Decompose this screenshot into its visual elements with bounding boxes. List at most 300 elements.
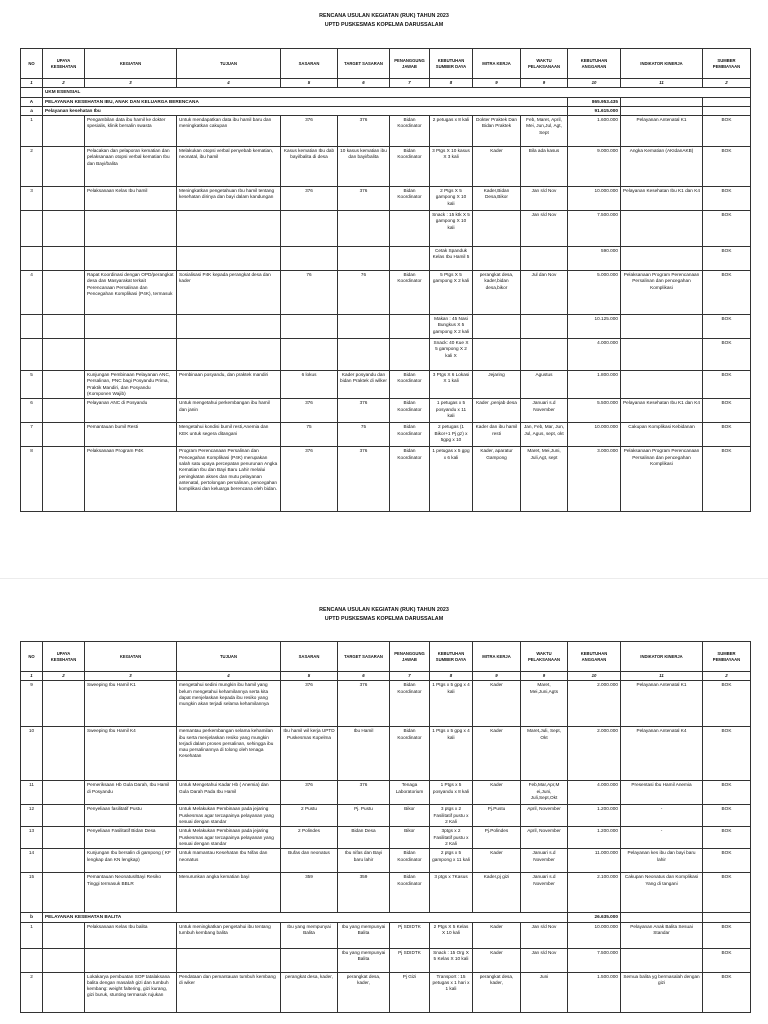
cell-target: 376 (338, 681, 390, 727)
cell-indikator (621, 315, 703, 339)
cell-upaya (43, 147, 85, 187)
cell-mitra: Kader (473, 727, 521, 781)
table-row (21, 805, 751, 827)
column-header: SASARAN (281, 49, 338, 79)
cell-mitra: Dokter Praktek Dan Bidan Praktek (473, 116, 521, 147)
cell-anggaran: 1.500.000 (568, 972, 621, 1012)
column-number: 6 (338, 672, 390, 681)
cell-target (338, 315, 390, 339)
cell-target: 376 (338, 781, 390, 805)
cell-pj: Bidan Koordinator (390, 447, 430, 512)
column-number: 4 (177, 672, 281, 681)
cell-waktu: Jan s/d Nov (521, 922, 568, 948)
column-header: KEGIATAN (85, 642, 177, 672)
cell-sasaran: 2 Pustu (281, 805, 338, 827)
cell-kegiatan: Rapat Koordinasi dengan OPD/perangkat desa dan Masyarakat terkait Perencanaan Persalinan dan Pencegahan Komplikasi (P4K), termasuk (85, 271, 177, 315)
cell-waktu: Januari s.d November (521, 399, 568, 423)
column-number: 9 (473, 79, 521, 88)
column-header: KEBUTUHAN SUMBER DAYA (430, 642, 473, 672)
cell-sd: Snack : 15 ktk X 5 gampong X 10 kali (430, 211, 473, 247)
cell-sumber: BOK (703, 315, 751, 339)
cell-sasaran (281, 948, 338, 972)
cell-no: 7 (21, 423, 43, 447)
cell-no (21, 247, 43, 271)
cell-pj (390, 211, 430, 247)
table-row (21, 849, 751, 873)
cell-target: 376 (338, 187, 390, 211)
column-header: INDIKATOR KINERJA (621, 642, 703, 672)
cell-anggaran: 1.600.000 (568, 116, 621, 147)
cell-waktu: Maret,Juli, Sept, Okt (521, 727, 568, 781)
cell-mitra: Kader dan ibu hamil resti (473, 423, 521, 447)
cell-mitra: Kader,Bidan Desa,Bikor (473, 187, 521, 211)
cell-waktu (521, 315, 568, 339)
cell-anggaran: 1.800.000 (568, 371, 621, 399)
column-header: SUMBER PEMBIAYAAN (703, 49, 751, 79)
cell-kegiatan (85, 247, 177, 271)
cell-sumber: BOK (703, 271, 751, 315)
section-label: UKM ESENSIAL (43, 88, 751, 97)
table-row (21, 116, 751, 147)
cell-pj: Bidan Koordinator (390, 116, 430, 147)
cell-waktu: Agustus (521, 371, 568, 399)
cell-tujuan: Untuk Melakukan Pembinaan pada jejaring Puskesmas agar tercapainya pelayanan yang sesuai dengan standar (177, 805, 281, 827)
cell-upaya (43, 922, 85, 948)
cell-tujuan: Program Perencanaan Persalinan dan Pencegahan Komplikasi (P4K) merupakan salah satu upaya percepatan penurunan Angka Kematian Ibu dan Bayi Baru Lahir melalui peningkatan akses dan mutu pelayanan antenatal, pertolongan persalinan, pencegahan komplikasi dan keluarga berencana oleh bidan. (177, 447, 281, 512)
cell-waktu: Jan s/d Nov (521, 948, 568, 972)
cell-upaya (43, 781, 85, 805)
column-header: PENANGGUNG JAWAB (390, 49, 430, 79)
cell-sasaran (281, 339, 338, 371)
cell-anggaran: 10.000.000 (568, 187, 621, 211)
header-row (21, 642, 751, 672)
table-row (21, 781, 751, 805)
column-number: 8 (430, 79, 473, 88)
cell-upaya (43, 805, 85, 827)
document-title: RENCANA USULAN KEGIATAN (RUK) TAHUN 2023 (319, 607, 449, 613)
cell-kegiatan: Penyeliaan fasilitatif Pustu (85, 805, 177, 827)
cell-indikator: Pelayanan Antenatal K1 (621, 116, 703, 147)
cell-sumber: BOK (703, 399, 751, 423)
cell-no (21, 339, 43, 371)
cell-target: perangkat desa, kader, (338, 972, 390, 1012)
cell-pj (390, 315, 430, 339)
cell-anggaran: 10.000.000 (568, 922, 621, 948)
cell-sasaran: 376 (281, 187, 338, 211)
cell-no: 4 (21, 271, 43, 315)
section-amount: 91.615.000 (568, 106, 621, 115)
cell-kegiatan: Sweeping Ibu Hamil K4 (85, 727, 177, 781)
cell-sumber: BOK (703, 873, 751, 913)
cell-upaya (43, 339, 85, 371)
cell-indikator (621, 247, 703, 271)
cell-tujuan (177, 211, 281, 247)
table-row (21, 423, 751, 447)
table-row (21, 948, 751, 972)
cell-mitra (473, 315, 521, 339)
table-row (21, 211, 751, 247)
cell-sd: 2 Ptgs X 5 gampong X 10 kali (430, 187, 473, 211)
ruk-table (20, 48, 751, 512)
table-row (21, 681, 751, 727)
column-number: 4 (177, 79, 281, 88)
cell-anggaran: 3.000.000 (568, 447, 621, 512)
cell-kegiatan: Pelaksanaan Kelas Ibu hamil (85, 187, 177, 211)
column-number: 11 (621, 672, 703, 681)
cell-pj: Bikor (390, 827, 430, 849)
section-blank (621, 913, 703, 922)
cell-tujuan (177, 339, 281, 371)
column-number: 2 (703, 672, 751, 681)
cell-sasaran: perangkat desa, kader, (281, 972, 338, 1012)
cell-sd: 1 petugas x 5 posyandu x 11 kali (430, 399, 473, 423)
column-number: 2 (43, 672, 85, 681)
cell-upaya (43, 116, 85, 147)
cell-indikator (621, 371, 703, 399)
cell-anggaran: 10.000.000 (568, 423, 621, 447)
section-blank (703, 106, 751, 115)
cell-indikator: Angka Kematian (AKIdanAKB) (621, 147, 703, 187)
column-number: 6 (338, 79, 390, 88)
cell-waktu: Jul dan Nov (521, 271, 568, 315)
section-label: PELAYANAN KESEHATAN IBU, ANAK DAN KELUARGA BERENCANA (43, 97, 568, 106)
cell-upaya (43, 211, 85, 247)
column-header: UPAYA KESEHATAN (43, 49, 85, 79)
cell-mitra (473, 211, 521, 247)
cell-indikator (621, 211, 703, 247)
cell-no: 10 (21, 727, 43, 781)
cell-upaya (43, 271, 85, 315)
cell-waktu: Maret, Mei,Juni, Juli,Agt, sept (521, 447, 568, 512)
cell-indikator: Semua balita yg bermasalah dengan gizi (621, 972, 703, 1012)
column-header: TUJUAN (177, 642, 281, 672)
cell-anggaran: 5.000.000 (568, 271, 621, 315)
column-number-row (21, 672, 751, 681)
column-header: SUMBER PEMBIAYAAN (703, 642, 751, 672)
section-blank (703, 913, 751, 922)
cell-tujuan: Menurunkan angka kematian bayi (177, 873, 281, 913)
cell-waktu: April, November (521, 805, 568, 827)
cell-anggaran: 2.100.000 (568, 873, 621, 913)
section-amount: 26.635.000 (568, 913, 621, 922)
column-header: WAKTU PELAKSANAAN (521, 642, 568, 672)
cell-anggaran: 5.500.000 (568, 399, 621, 423)
table-row (21, 371, 751, 399)
table-row (21, 922, 751, 948)
cell-sasaran: 75 (281, 423, 338, 447)
cell-tujuan: Pembinaan posyandu, dan praktek mandiri (177, 371, 281, 399)
column-number: 5 (281, 672, 338, 681)
ruk-table (20, 641, 751, 1013)
cell-sasaran (281, 315, 338, 339)
column-header: MITRA KERJA (473, 49, 521, 79)
cell-tujuan (177, 315, 281, 339)
cell-tujuan: Untuk Melakukan Pembinaan pada jejaring Puskesmas agar tercapainya pelayanan yang sesuai dengan standar (177, 827, 281, 849)
cell-kegiatan: Pelayanan ANC di Posyandu (85, 399, 177, 423)
cell-sumber: BOK (703, 116, 751, 147)
cell-sumber: BOK (703, 187, 751, 211)
cell-mitra: Pj.Polindes (473, 827, 521, 849)
cell-pj (390, 339, 430, 371)
cell-sd: 2 Ptgs X 5 Kelas X 10 kali (430, 922, 473, 948)
cell-sd: Cetak Spanduk Kelas Ibu Hamil 5 (430, 247, 473, 271)
cell-sd: Makan : 45 Nasi Bungkus X 5 gampong X 2 kali (430, 315, 473, 339)
column-number-row (21, 79, 751, 88)
subsection-a-row (21, 106, 751, 115)
cell-anggaran: 1.200.000 (568, 805, 621, 827)
section-code: a (21, 106, 43, 115)
column-number: 8 (430, 672, 473, 681)
cell-sumber: BOK (703, 948, 751, 972)
table-row (21, 727, 751, 781)
cell-indikator: Presentasi Ibu Hamil Anemia (621, 781, 703, 805)
cell-pj: Tenaga Laboratorium (390, 781, 430, 805)
cell-no: 1 (21, 116, 43, 147)
section-label: PELAYANAN KESEHATAN BALITA (43, 913, 568, 922)
cell-anggaran: 7.500.000 (568, 211, 621, 247)
cell-sd: 1 petugas x 5 gpg x 6 kali (430, 447, 473, 512)
cell-sd: 2 petugas x 8 kali (430, 116, 473, 147)
ukm-row (21, 88, 751, 97)
cell-kegiatan: Pelaksanaan Kelas Ibu balita (85, 922, 177, 948)
cell-kegiatan: Pengambilan data ibu hamil ke dokter spesialis, klinik bersalin swasta (85, 116, 177, 147)
cell-sasaran: 359 (281, 873, 338, 913)
column-number: 3 (85, 672, 177, 681)
cell-upaya (43, 948, 85, 972)
cell-tujuan (177, 247, 281, 271)
cell-target (338, 339, 390, 371)
cell-target: Pj. Pustu (338, 805, 390, 827)
cell-sasaran: Kasus kematian Ibu dab bayi/balita di desa (281, 147, 338, 187)
cell-kegiatan (85, 315, 177, 339)
cell-sumber: BOK (703, 805, 751, 827)
cell-anggaran: 2.000.000 (568, 681, 621, 727)
column-header: WAKTU PELAKSANAAN (521, 49, 568, 79)
cell-no: 3 (21, 187, 43, 211)
cell-indikator: - (621, 827, 703, 849)
table-row (21, 247, 751, 271)
cell-sasaran: 376 (281, 116, 338, 147)
cell-tujuan: Untuk mengetahui perkembangan ibu hamil dan janin (177, 399, 281, 423)
column-number: 3 (85, 79, 177, 88)
cell-no: 5 (21, 371, 43, 399)
column-number: 1 (21, 672, 43, 681)
cell-sumber: BOK (703, 681, 751, 727)
column-number: 9 (521, 79, 568, 88)
cell-target: Ibu nifas dan Bayi baru lahir (338, 849, 390, 873)
cell-sd: 3ptgs x 2 Fasilitatif pustu x 2 Kali (430, 827, 473, 849)
column-header: KEBUTUHAN SUMBER DAYA (430, 49, 473, 79)
cell-upaya (43, 371, 85, 399)
cell-tujuan (177, 948, 281, 972)
cell-mitra: Kader (473, 948, 521, 972)
column-number: 7 (390, 672, 430, 681)
cell-mitra: Kader, aparatur Gampong (473, 447, 521, 512)
cell-upaya (43, 423, 85, 447)
cell-indikator: Pelayanan Anak Balita Sesuai Standar (621, 922, 703, 948)
column-header: MITRA KERJA (473, 642, 521, 672)
table-row (21, 399, 751, 423)
cell-waktu: Bila ada kasus (521, 147, 568, 187)
cell-target: 376 (338, 116, 390, 147)
section-blank (703, 97, 751, 106)
cell-anggaran: 1.200.000 (568, 827, 621, 849)
cell-indikator: - (621, 805, 703, 827)
column-number: 2 (43, 79, 85, 88)
cell-upaya (43, 681, 85, 727)
section-blank (621, 97, 703, 106)
column-header: TUJUAN (177, 49, 281, 79)
cell-sasaran: 376 (281, 681, 338, 727)
cell-no: 1 (21, 922, 43, 948)
cell-pj: Bidan Koordinator (390, 187, 430, 211)
cell-upaya (43, 727, 85, 781)
cell-kegiatan: Pemeriksaan Hb Gula Darah, Ibu Hamil di Posyandu (85, 781, 177, 805)
cell-indikator: Pelayanan Kesehatan Ibu K1 dan K4 (621, 399, 703, 423)
cell-waktu (521, 339, 568, 371)
column-number: 11 (621, 79, 703, 88)
column-number: 10 (568, 672, 621, 681)
cell-anggaran: 2.000.000 (568, 727, 621, 781)
cell-waktu: Juni (521, 972, 568, 1012)
cell-kegiatan: Pelacakan dan pelaporan kematian dan pelaksanaan otopsi verbal kematian Ibu dan Bayi/balita (85, 147, 177, 187)
cell-sasaran: 376 (281, 447, 338, 512)
cell-pj: Bidan Koordinator (390, 727, 430, 781)
cell-no: 2 (21, 147, 43, 187)
cell-sumber: BOK (703, 247, 751, 271)
cell-sumber: BOK (703, 147, 751, 187)
cell-mitra: Kader (473, 147, 521, 187)
cell-mitra: Jejaring (473, 371, 521, 399)
cell-upaya (43, 447, 85, 512)
cell-no (21, 211, 43, 247)
table-row (21, 271, 751, 315)
cell-no (21, 948, 43, 972)
cell-anggaran: 10.125.000 (568, 315, 621, 339)
cell-sumber: BOK (703, 423, 751, 447)
cell-tujuan: Untuk Mengetahui Kadar Hb ( Anemia) dan Gula Darah Pada Ibu Hamil (177, 781, 281, 805)
cell-kegiatan (85, 339, 177, 371)
cell-target: Bidan Desa (338, 827, 390, 849)
cell-target: Kader posyandu dan bidan Praktek di wilker (338, 371, 390, 399)
cell-pj: Pj SDIDTK (390, 922, 430, 948)
table-row (21, 827, 751, 849)
cell-anggaran: 590.000 (568, 247, 621, 271)
column-header: TARGET SASARAN (338, 49, 390, 79)
cell-pj: Bidan Koordinator (390, 681, 430, 727)
cell-waktu: Januari s.d November (521, 849, 568, 873)
cell-sasaran: 76 (281, 271, 338, 315)
column-header: KEGIATAN (85, 49, 177, 79)
cell-pj: Bidan Koordinator (390, 849, 430, 873)
cell-sumber: BOK (703, 849, 751, 873)
cell-sd: Snack: 40 Kue X 5 gampong X 2 kali X (430, 339, 473, 371)
cell-tujuan: Untuk mendapatkan data ibu hamil baru dan meningkatkan cakupan (177, 116, 281, 147)
cell-upaya (43, 849, 85, 873)
cell-upaya (43, 827, 85, 849)
column-header: UPAYA KESEHATAN (43, 642, 85, 672)
cell-tujuan: Pendataan dan pemantauan tumbuh kembang di wiker (177, 972, 281, 1012)
cell-pj (390, 247, 430, 271)
cell-sumber: BOK (703, 339, 751, 371)
cell-mitra: perangkat desa, kader,bidan desa,bikor (473, 271, 521, 315)
cell-tujuan: Melakukan otopsi verbal penyebab kematian, neonatal, ibu hamil (177, 147, 281, 187)
cell-upaya (43, 315, 85, 339)
section-code: A (21, 97, 43, 106)
cell-sasaran: Ibu hamil wil kerja UPTD Puskesmas Kopelma (281, 727, 338, 781)
cell-indikator: Pelaksanaan Program Perencanaan Persalinan dan pencegahan Komplikasi (621, 447, 703, 512)
cell-upaya (43, 972, 85, 1012)
cell-mitra: Kader ,penjab desa (473, 399, 521, 423)
cell-pj: Bidan Koordinator (390, 371, 430, 399)
column-header: KEBUTUHAN ANGGARAN (568, 642, 621, 672)
cell-kegiatan: Lokakarya pembuatan SOP tatalaksana balita dengan masalah gizi dan tumbuh kembang: weight faltering, gizi kurang, gizi buruk, stunting termasuk rujukan (85, 972, 177, 1012)
table-row (21, 873, 751, 913)
cell-pj: Bidan Koordinator (390, 147, 430, 187)
column-header: NO (21, 49, 43, 79)
document-subtitle: UPTD PUSKESMAS KOPELMA DARUSSALAM (324, 616, 444, 622)
cell-tujuan: Sosialisasi P4K kepada perangkat desa dan kader (177, 271, 281, 315)
cell-kegiatan: Kunjungan Ibu bersalin di gampong ( KF lengkap dan KN lengkap) (85, 849, 177, 873)
table-row (21, 187, 751, 211)
cell-sd: 3 ptgs x 7Kasus (430, 873, 473, 913)
column-header: NO (21, 642, 43, 672)
cell-kegiatan: Pemantauan Neonatus/Bayi Resiko Tinggi termasuk BBLR (85, 873, 177, 913)
cell-tujuan: Mengetahui kondisi bumil resti,Anemia dan KEK untuk segera ditangani (177, 423, 281, 447)
cell-sd: 2 ptgs x 5 gampong x 11 kali (430, 849, 473, 873)
cell-waktu: April, November (521, 827, 568, 849)
cell-pj: Bikor (390, 805, 430, 827)
cell-no: 2 (21, 972, 43, 1012)
cell-sumber: BOK (703, 827, 751, 849)
cell-indikator (621, 339, 703, 371)
cell-waktu: Maret, Mei,Juni,Agts (521, 681, 568, 727)
column-number: 9 (473, 672, 521, 681)
cell-indikator: Pelayanan Kesehatan Ibu K1 dan K4 (621, 187, 703, 211)
table-row (21, 315, 751, 339)
cell-target: 376 (338, 399, 390, 423)
cell-mitra (473, 339, 521, 371)
cell-target: 75 (338, 423, 390, 447)
cell-target: Ibu yang mempunyai Balita (338, 922, 390, 948)
document-page-2 (0, 578, 768, 1024)
cell-mitra: Kader (473, 849, 521, 873)
cell-kegiatan: Kunjungan Pembinaan Pelayanan ANC, Persalinan, PNC bagi Posyandu Prima, Praktik Mandiri, dan Posyandu (Komponen Wajib) (85, 371, 177, 399)
cell-target: 359 (338, 873, 390, 913)
cell-tujuan: mengetahui sedini mungkin ibu hamil yang belum mengetahui kehamilannya serta kita dapat menjelaskan kepada ibu resiko yang mungkin akan terjadi selama kehamilannya (177, 681, 281, 727)
cell-no: 6 (21, 399, 43, 423)
table-row (21, 972, 751, 1012)
cell-kegiatan: Penyeliaan Fasilitatif Bidan Desa (85, 827, 177, 849)
cell-sasaran: 6 lokus (281, 371, 338, 399)
cell-anggaran: 9.000.000 (568, 147, 621, 187)
cell-tujuan: Untuk mamantau Kesehatan Ibu Nifas dan neonatus (177, 849, 281, 873)
cell-sumber: BOK (703, 211, 751, 247)
cell-sumber: BOK (703, 972, 751, 1012)
cell-no: 14 (21, 849, 43, 873)
column-number: 9 (521, 672, 568, 681)
cell-no: 13 (21, 827, 43, 849)
cell-sasaran (281, 247, 338, 271)
column-number: 5 (281, 79, 338, 88)
cell-target: Ibu yang mempunyai Balita (338, 948, 390, 972)
cell-sd: 1 Ptgs x 5 posyandu x 8 kali (430, 781, 473, 805)
cell-anggaran: 7.500.000 (568, 948, 621, 972)
cell-sumber: BOK (703, 781, 751, 805)
cell-sumber: BOK (703, 922, 751, 948)
cell-sd: Transport : 15 petugas x 1 hari x 1 kali (430, 972, 473, 1012)
section-amount: 865.953.435 (568, 97, 621, 106)
